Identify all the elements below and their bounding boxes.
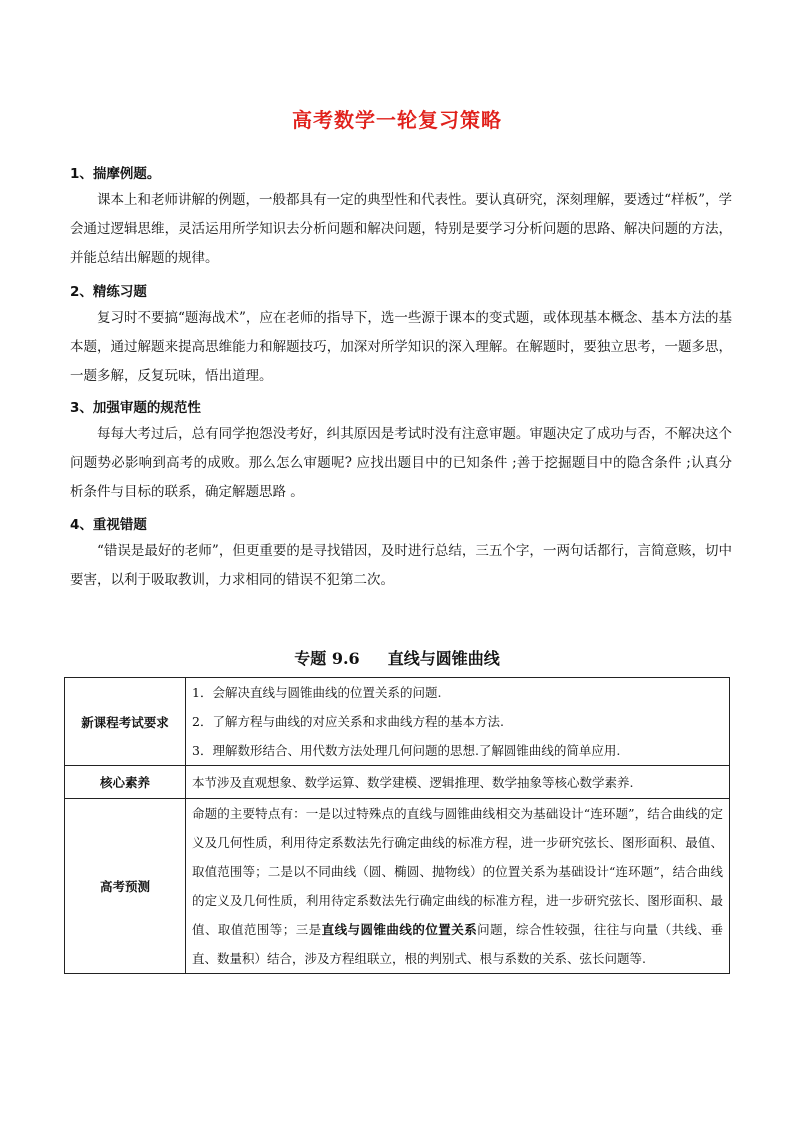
prediction-part-2: 问题，综合性较强，往往与向量（共线、垂直、数量积）结合，涉及方程组联立，根的判别式、根与系数的关系、弦长问题等. [192,922,723,966]
section-3-body: 每每大考过后，总有同学抱怨没考好，纠其原因是考试时没有注意审题。审题决定了成功与否，不解决这个问题势必影响到高考的成败。那么怎么审题呢? 应找出题目中的已知条件 ;善于挖掘题目中的隐含条件 ;认真分析条件与目标的联系，确定解题思路 。 [70,426,732,500]
core-label: 核心素养 [65,766,186,799]
topic-title [0,646,794,669]
prediction-text [186,799,730,974]
section-4-body: “错误是最好的老师”，但更重要的是寻找错因，及时进行总结，三五个字，一两句话都行，言简意赅，切中要害，以利于吸取教训，力求相同的错误不犯第二次。 [70,543,732,588]
section-1-body: 课本上和老师讲解的例题，一般都具有一定的典型性和代表性。要认真研究，深刻理解，要透过“样板”，学会通过逻辑思维，灵活运用所学知识去分析问题和解决问题，特别是要学习分析问题的思路、解决问题的方法，并能总结出解题的规律。 [70,192,732,266]
prediction-emphasis: 直线与圆锥曲线的位置关系 [321,922,478,937]
table-row-requirements [65,678,730,766]
section-2-heading: 2、精练习题 [70,284,147,300]
prediction-label: 高考预测 [65,799,186,974]
topic-name: 直线与圆锥曲线 [387,649,500,668]
table-row-core [65,766,730,799]
page-title: 高考数学一轮复习策略 [292,108,502,132]
requirements-label: 新课程考试要求 [65,678,186,766]
table-row-prediction [65,799,730,974]
syllabus-table [64,677,730,974]
section-3-heading: 3、加强审题的规范性 [70,400,201,416]
requirement-item: 2．了解方程与曲线的对应关系和求曲线方程的基本方法. [192,714,504,729]
requirement-item: 3．理解数形结合、用代数方法处理几何问题的思想.了解圆锥曲线的简单应用. [192,743,621,758]
requirement-item: 1．会解决直线与圆锥曲线的位置关系的问题. [192,685,442,700]
topic-number: 专题 9.6 [294,649,360,668]
prediction-part-1: 命题的主要特点有：一是以过特殊点的直线与圆锥曲线相交为基础设计“连环题”，结合曲线的定义及几何性质，利用待定系数法先行确定曲线的标准方程，进一步研究弦长、图形面积、最值、取值范围等；二是以不同曲线（圆、椭圆、抛物线）的位置关系为基础设计“连环题”，结合曲线的定义及几何性质，利用待定系数法先行确定曲线的标准方程，进一步研究弦长、图形面积、最值、取值范围等；三是 [192,806,723,937]
core-text: 本节涉及直观想象、数学运算、数学建模、逻辑推理、数学抽象等核心数学素养. [186,766,730,799]
requirements-cell [186,678,730,766]
section-1-heading: 1、揣摩例题。 [70,166,161,182]
section-4-heading: 4、重视错题 [70,517,147,533]
section-2-body: 复习时不要搞“题海战术”，应在老师的指导下，选一些源于课本的变式题，或体现基本概念、基本方法的基本题，通过解题来提高思维能力和解题技巧，加深对所学知识的深入理解。在解题时，要独立思考，一题多思，一题多解，反复玩味，悟出道理。 [70,310,732,384]
